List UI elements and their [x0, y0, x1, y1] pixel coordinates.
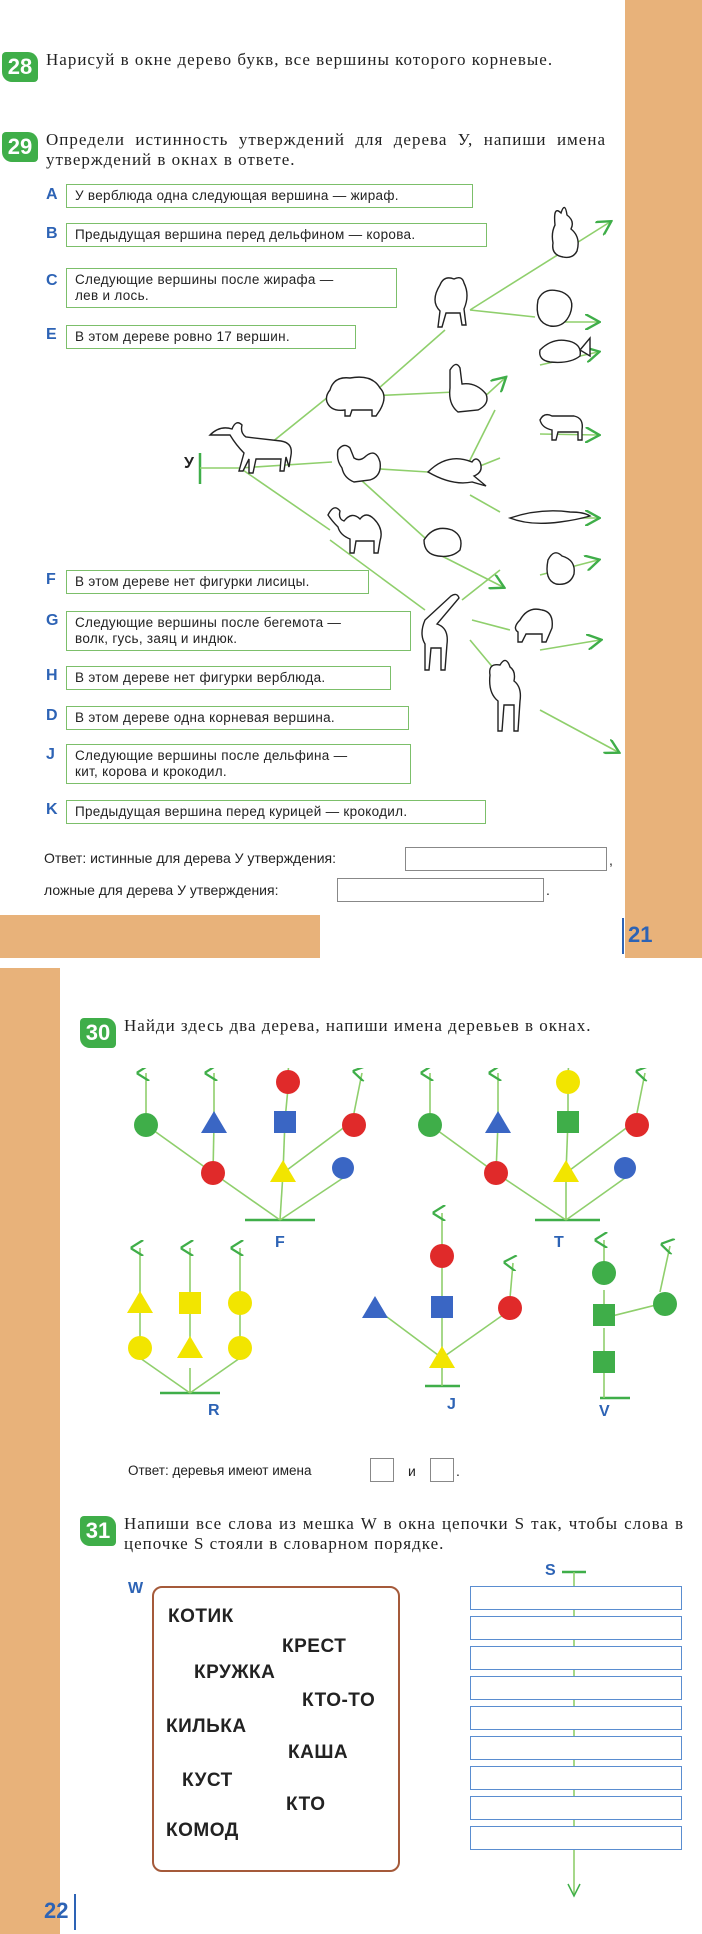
hippo-figure	[326, 377, 384, 416]
statement-j-line2: кит, корова и крокодил.	[75, 764, 227, 779]
statement-e: В этом дереве ровно 17 вершин.	[66, 325, 356, 349]
j-blue-square	[431, 1296, 453, 1318]
statement-b-letter: B	[46, 225, 58, 242]
t-green-circle	[418, 1113, 442, 1137]
v-green-square-bottom	[593, 1351, 615, 1373]
chain-box-5[interactable]	[470, 1706, 682, 1730]
v-green-circle-right	[653, 1292, 677, 1316]
bag-word[interactable]: КИЛЬКА	[166, 1716, 247, 1737]
page-margin-left	[0, 968, 60, 1934]
page-number-divider-2	[74, 1894, 76, 1930]
statement-g-letter: G	[46, 612, 59, 629]
r-top-square	[179, 1292, 201, 1314]
dolphin-figure	[428, 459, 486, 486]
bag-word[interactable]: КРЕСТ	[282, 1636, 347, 1657]
v-green-square-middle	[593, 1304, 615, 1326]
statement-a-letter: A	[46, 186, 58, 203]
statement-a: У верблюда одна следующая вершина — жираф.	[66, 184, 473, 208]
statement-g-line2: волк, гусь, заяц и индюк.	[75, 631, 238, 646]
tree-name-box-1[interactable]	[370, 1458, 394, 1482]
tree-t-label: T	[554, 1234, 564, 1251]
hedgehog-figure	[424, 528, 461, 556]
crocodile-figure	[510, 511, 590, 523]
statement-c-line1: Следующие вершины после жирафа —	[75, 272, 334, 287]
j-red-circle-top	[430, 1244, 454, 1268]
r-yellow-circle-left	[128, 1336, 152, 1360]
t-blue-circle	[614, 1157, 636, 1179]
f-blue-triangle	[201, 1111, 227, 1133]
chain-box-9[interactable]	[470, 1826, 682, 1850]
statement-g-line1: Следующие вершины после бегемота —	[75, 615, 342, 630]
statement-h: В этом дереве нет фигурки верблюда.	[66, 666, 391, 690]
whale-figure	[540, 338, 590, 362]
f-top-red-circle	[276, 1070, 300, 1094]
j-yellow-triangle	[429, 1346, 455, 1368]
f-yellow-triangle	[270, 1160, 296, 1182]
tree-u-label: У	[184, 455, 194, 472]
tree-name-box-2[interactable]	[430, 1458, 454, 1482]
tree-r-label: R	[208, 1402, 220, 1419]
tree-j-label: J	[447, 1396, 456, 1413]
r-yellow-triangle	[177, 1336, 203, 1358]
page-21	[0, 0, 702, 958]
r-top-circle	[228, 1291, 252, 1315]
shape-trees	[100, 1068, 690, 1428]
task-30-answer-and: и	[408, 1463, 416, 1479]
bag-word[interactable]: КАША	[288, 1742, 349, 1763]
chain-box-4[interactable]	[470, 1676, 682, 1700]
page-number-22: 22	[44, 1898, 69, 1923]
f-blue-circle	[332, 1157, 354, 1179]
j-red-circle-right	[498, 1296, 522, 1320]
statement-k: Предыдущая вершина перед курицей — крокодил.	[66, 800, 486, 824]
answer-false-box[interactable]	[337, 878, 544, 902]
t-red-circle	[484, 1161, 508, 1185]
statement-g	[66, 611, 411, 651]
chicken-figure	[547, 553, 574, 584]
moose-figure	[490, 660, 521, 731]
page-margin	[625, 0, 702, 958]
f-red-circle	[201, 1161, 225, 1185]
chain-line	[560, 1564, 590, 1904]
bag-word[interactable]: КТО	[286, 1794, 326, 1815]
chain-box-2[interactable]	[470, 1616, 682, 1640]
word-bag	[152, 1586, 400, 1872]
f-blue-square	[274, 1111, 296, 1133]
hare-figure	[552, 207, 578, 257]
turkey-figure	[537, 290, 572, 326]
camel-figure	[328, 508, 381, 553]
page-gap	[0, 958, 702, 968]
j-blue-triangle	[362, 1296, 388, 1318]
r-top-triangle	[127, 1291, 153, 1313]
chain-box-7[interactable]	[470, 1766, 682, 1790]
f-right-red-circle	[342, 1113, 366, 1137]
bag-word[interactable]: КУСТ	[182, 1770, 233, 1791]
cow-figure	[540, 415, 582, 440]
statement-e-letter: E	[46, 326, 57, 343]
t-top-yellow-circle	[556, 1070, 580, 1094]
t-blue-triangle	[485, 1111, 511, 1133]
task-29-badge: 29	[2, 132, 38, 162]
statement-c-line2: лев и лось.	[75, 288, 149, 303]
page-number-divider	[622, 918, 624, 954]
task-28-text: Нарисуй в окне дерево букв, все вершины которого корневые.	[46, 50, 554, 69]
wolf-figure	[435, 278, 467, 327]
statement-d-letter: D	[46, 707, 58, 724]
v-green-circle-top	[592, 1261, 616, 1285]
squirrel-figure	[338, 445, 381, 482]
statement-h-letter: H	[46, 667, 58, 684]
bag-word[interactable]: КРУЖКА	[194, 1662, 276, 1683]
task-29-text: Определи истинность утверждений для дерева У, напиши имена утверждений в окнах в ответе.	[46, 130, 606, 169]
tree-f-label: F	[275, 1234, 285, 1251]
answer-true-label: Ответ: истинные для дерева У утверждения:	[44, 850, 337, 866]
answer-false-period: .	[546, 882, 550, 898]
page-number-21: 21	[628, 922, 653, 947]
t-green-square	[557, 1111, 579, 1133]
statement-k-letter: K	[46, 801, 58, 818]
f-green-circle	[134, 1113, 158, 1137]
statement-f-letter: F	[46, 571, 56, 588]
r-yellow-circle-right	[228, 1336, 252, 1360]
chain-box-6[interactable]	[470, 1736, 682, 1760]
task-30-text: Найди здесь два дерева, напиши имена деревьев в окнах.	[124, 1016, 592, 1035]
task-30-answer-period: .	[456, 1463, 460, 1479]
lion-figure	[515, 609, 552, 642]
answer-true-box[interactable]	[405, 847, 607, 871]
page-margin-bottom	[0, 915, 320, 958]
page-22	[0, 968, 702, 1934]
statement-j-letter: J	[46, 746, 55, 763]
statement-b: Предыдущая вершина перед дельфином — корова.	[66, 223, 487, 247]
t-right-red-circle	[625, 1113, 649, 1137]
task-28-badge: 28	[2, 52, 38, 82]
task-30-badge: 30	[80, 1018, 116, 1048]
statement-j	[66, 744, 411, 784]
statement-f: В этом дереве нет фигурки лисицы.	[66, 570, 369, 594]
task-30-answer-prefix: Ответ: деревья имеют имена	[128, 1463, 312, 1478]
statement-j-line1: Следующие вершины после дельфина —	[75, 748, 348, 763]
task-31-text: Напиши все слова из мешка W в окна цепочки S так, чтобы слова в цепочке S стояли в словарном порядке.	[124, 1514, 684, 1553]
tree-v-label: V	[599, 1403, 610, 1420]
chain-s-label: S	[545, 1562, 556, 1579]
statement-c-letter: C	[46, 272, 58, 289]
answer-true-comma: ,	[609, 852, 613, 868]
chain-box-1[interactable]	[470, 1586, 682, 1610]
task-31-badge: 31	[80, 1516, 116, 1546]
statement-d: В этом дереве одна корневая вершина.	[66, 706, 409, 730]
bag-word[interactable]: КОМОД	[166, 1820, 239, 1841]
giraffe-figure	[422, 594, 459, 670]
bag-w-label: W	[128, 1580, 144, 1597]
chain-box-8[interactable]	[470, 1796, 682, 1820]
t-yellow-triangle	[553, 1160, 579, 1182]
goose-figure	[450, 364, 487, 412]
bag-word[interactable]: КОТИК	[168, 1606, 234, 1627]
chain-box-3[interactable]	[470, 1646, 682, 1670]
answer-false-label: ложные для дерева У утверждения:	[44, 882, 279, 898]
bag-word[interactable]: КТО-ТО	[302, 1690, 376, 1711]
